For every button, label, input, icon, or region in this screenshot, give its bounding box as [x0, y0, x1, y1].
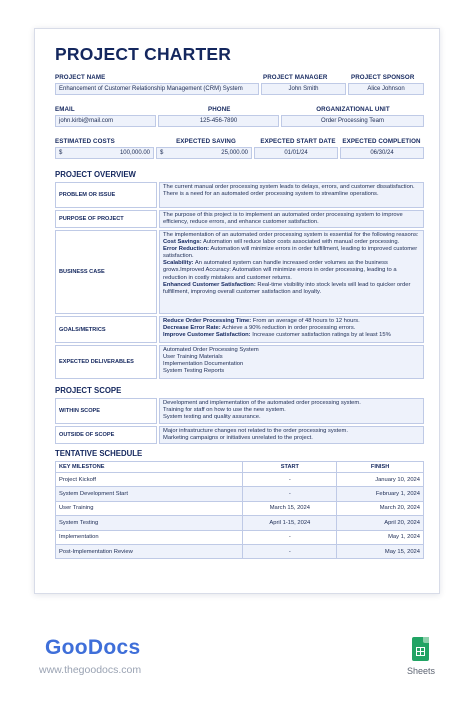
outside-scope-text[interactable]: [159, 426, 424, 444]
business-point-text: Real-time visibility into stock levels will lead to quicker order fulfillment, improving overall customer satisfaction and loyalty.: [163, 281, 411, 295]
estimated-costs-field[interactable]: [55, 147, 154, 159]
business-point-term: Enhanced Customer Satisfaction:: [163, 281, 256, 288]
goal-item: [163, 332, 420, 339]
scope-item: Development and implementation of the automated order processing system.: [163, 400, 361, 406]
deliverables-label: EXPECTED DELIVERABLES: [55, 345, 157, 379]
goal-text: Increase customer satisfaction ratings by at least 15%: [250, 332, 391, 339]
project-name-field[interactable]: Enhancement of Customer Relationship Management (CRM) System: [55, 83, 259, 95]
milestone-cell[interactable]: Implementation: [56, 530, 243, 544]
purpose-text[interactable]: The purpose of this project is to implement an automated order processing system to improve efficiency, reduce errors, and enhance customer satisfaction.: [159, 210, 424, 228]
business-case-label: BUSINESS CASE: [55, 230, 157, 314]
business-point-term: Scalability:: [163, 260, 194, 267]
page-title: PROJECT CHARTER: [55, 44, 232, 64]
milestone-cell[interactable]: Project Kickoff: [56, 473, 243, 487]
goals-text[interactable]: [159, 316, 424, 343]
tentative-schedule-heading: TENTATIVE SCHEDULE: [55, 449, 143, 458]
table-row: [56, 473, 424, 487]
within-scope-label: WITHIN SCOPE: [55, 398, 157, 424]
business-point-term: Cost Savings:: [163, 239, 202, 246]
milestone-cell[interactable]: System Testing: [56, 516, 243, 530]
deliverables-row: [55, 345, 424, 379]
table-row: [56, 530, 424, 544]
business-case-text[interactable]: [159, 230, 424, 314]
schedule-header-row: [56, 462, 424, 473]
milestone-cell[interactable]: Post-Implementation Review: [56, 544, 243, 558]
finish-cell[interactable]: May 1, 2024: [337, 530, 424, 544]
start-cell[interactable]: April 1-15, 2024: [243, 516, 337, 530]
problem-text[interactable]: The current manual order processing system leads to delays, errors, and customer dissatisfaction. There is a need for an automated order processing system to streamline operations.: [159, 182, 424, 208]
scope-item: Training for staff on how to use the new system.: [163, 407, 286, 414]
problem-label: PROBLEM OR ISSUE: [55, 182, 157, 208]
goodocs-logo[interactable]: GooDocs: [45, 636, 141, 659]
project-scope-heading: PROJECT SCOPE: [55, 386, 122, 395]
project-overview-heading: PROJECT OVERVIEW: [55, 170, 136, 179]
business-point-text: Automation will reduce labor costs associated with manual order processing.: [201, 239, 400, 246]
expected-saving-value: 25,000.00: [221, 150, 248, 156]
charter-content: [55, 44, 424, 559]
start-cell[interactable]: -: [243, 473, 337, 487]
within-scope-row: [55, 398, 424, 424]
column-header-start: START: [243, 462, 337, 473]
project-name-label: PROJECT NAME: [55, 74, 106, 81]
project-sponsor-field[interactable]: Alice Johnson: [348, 83, 424, 95]
finish-cell[interactable]: May 15, 2024: [337, 544, 424, 558]
scope-item: Major infrastructure changes not related to the order processing system.: [163, 428, 348, 434]
goal-item: [163, 318, 420, 325]
start-cell[interactable]: -: [243, 487, 337, 501]
org-unit-label: ORGANIZATIONAL UNIT: [316, 106, 390, 113]
table-row: [56, 516, 424, 530]
column-header-finish: FINISH: [337, 462, 424, 473]
table-row: [56, 501, 424, 515]
business-point-text: Automation will minimize errors in order fulfillment, leading to improved customer satisfaction.: [163, 246, 418, 260]
contact-labels: [55, 106, 424, 115]
expected-saving-field[interactable]: [156, 147, 252, 159]
project-manager-field[interactable]: John Smith: [261, 83, 346, 95]
purpose-label: PURPOSE OF PROJECT: [55, 210, 157, 228]
deliverable-item: System Testing Reports: [163, 368, 225, 375]
expected-saving-label: EXPECTED SAVING: [176, 138, 236, 145]
goal-text: Achieve a 90% reduction in order processing errors.: [220, 325, 356, 332]
deliverable-item: Implementation Documentation: [163, 361, 244, 368]
business-point: [163, 282, 420, 296]
project-manager-label: PROJECT MANAGER: [263, 74, 328, 81]
business-point-term: Error Reduction:: [163, 246, 210, 253]
finish-cell[interactable]: January 10, 2024: [337, 473, 424, 487]
contact-values: [55, 115, 424, 127]
goal-term: Decrease Error Rate:: [163, 325, 221, 332]
table-row: [56, 544, 424, 558]
financial-values: [55, 147, 424, 159]
problem-row: [55, 182, 424, 208]
estimated-costs-value: 100,000.00: [119, 150, 150, 156]
google-sheets-icon[interactable]: [412, 637, 429, 661]
schedule-table: [55, 461, 424, 559]
column-header-milestone: KEY MILESTONE: [56, 462, 243, 473]
start-cell[interactable]: March 15, 2024: [243, 501, 337, 515]
email-label: EMAIL: [55, 106, 75, 113]
sheets-label: Sheets: [407, 666, 436, 676]
business-point: [163, 239, 420, 246]
phone-field[interactable]: 125-456-7890: [158, 115, 279, 127]
goal-term: Improve Customer Satisfaction:: [163, 332, 251, 339]
table-row: [56, 487, 424, 501]
business-point-text: An automated system can handle increased order volumes as the business grows.Improved Accuracy: Automation will minimize errors in order processing, leading to a reduction in costly mistakes and customer returns.: [163, 260, 397, 281]
finish-cell[interactable]: February 1, 2024: [337, 487, 424, 501]
estimated-costs-label: ESTIMATED COSTS: [55, 138, 115, 145]
deliverables-text[interactable]: [159, 345, 424, 379]
business-case-row: [55, 230, 424, 314]
business-point: [163, 246, 420, 260]
outside-scope-label: OUTSIDE OF SCOPE: [55, 426, 157, 444]
scope-item: System testing and quality assurance.: [163, 414, 261, 421]
charter-sheet: [34, 28, 440, 594]
goal-term: Reduce Order Processing Time:: [163, 318, 252, 324]
phone-label: PHONE: [208, 106, 231, 113]
goal-item: [163, 325, 420, 332]
deliverable-item: User Training Materials: [163, 354, 223, 361]
org-unit-field[interactable]: Order Processing Team: [281, 115, 424, 127]
goals-row: [55, 316, 424, 343]
project-info-labels: [55, 74, 424, 83]
expected-start-label: EXPECTED START DATE: [260, 138, 336, 145]
start-cell[interactable]: -: [243, 530, 337, 544]
finish-cell[interactable]: March 20, 2024: [337, 501, 424, 515]
purpose-row: [55, 210, 424, 228]
currency-symbol: $: [160, 150, 164, 156]
finish-cell[interactable]: April 20, 2024: [337, 516, 424, 530]
outside-scope-row: [55, 426, 424, 444]
currency-symbol: $: [59, 150, 63, 156]
financial-labels: [55, 138, 424, 147]
scope-item: Marketing campaigns or initiatives unrelated to the project.: [163, 435, 313, 442]
deliverable-item: Automated Order Processing System: [163, 347, 259, 353]
expected-completion-field[interactable]: 06/30/24: [340, 147, 424, 159]
expected-completion-label: EXPECTED COMPLETION: [342, 138, 421, 145]
milestone-cell[interactable]: User Training: [56, 501, 243, 515]
goodocs-url[interactable]: www.thegoodocs.com: [39, 664, 142, 676]
expected-start-field[interactable]: 01/01/24: [254, 147, 338, 159]
within-scope-text[interactable]: [159, 398, 424, 424]
goals-label: GOALS/METRICS: [55, 316, 157, 343]
business-point: [163, 260, 420, 281]
goal-text: From an average of 48 hours to 12 hours.: [251, 318, 360, 324]
email-field[interactable]: john.kirbi@mail.com: [55, 115, 156, 127]
start-cell[interactable]: -: [243, 544, 337, 558]
business-case-intro: The implementation of an automated order processing system is essential for the following reasons:: [163, 232, 419, 238]
project-info-values: [55, 83, 424, 95]
milestone-cell[interactable]: System Development Start: [56, 487, 243, 501]
project-sponsor-label: PROJECT SPONSOR: [351, 74, 415, 81]
